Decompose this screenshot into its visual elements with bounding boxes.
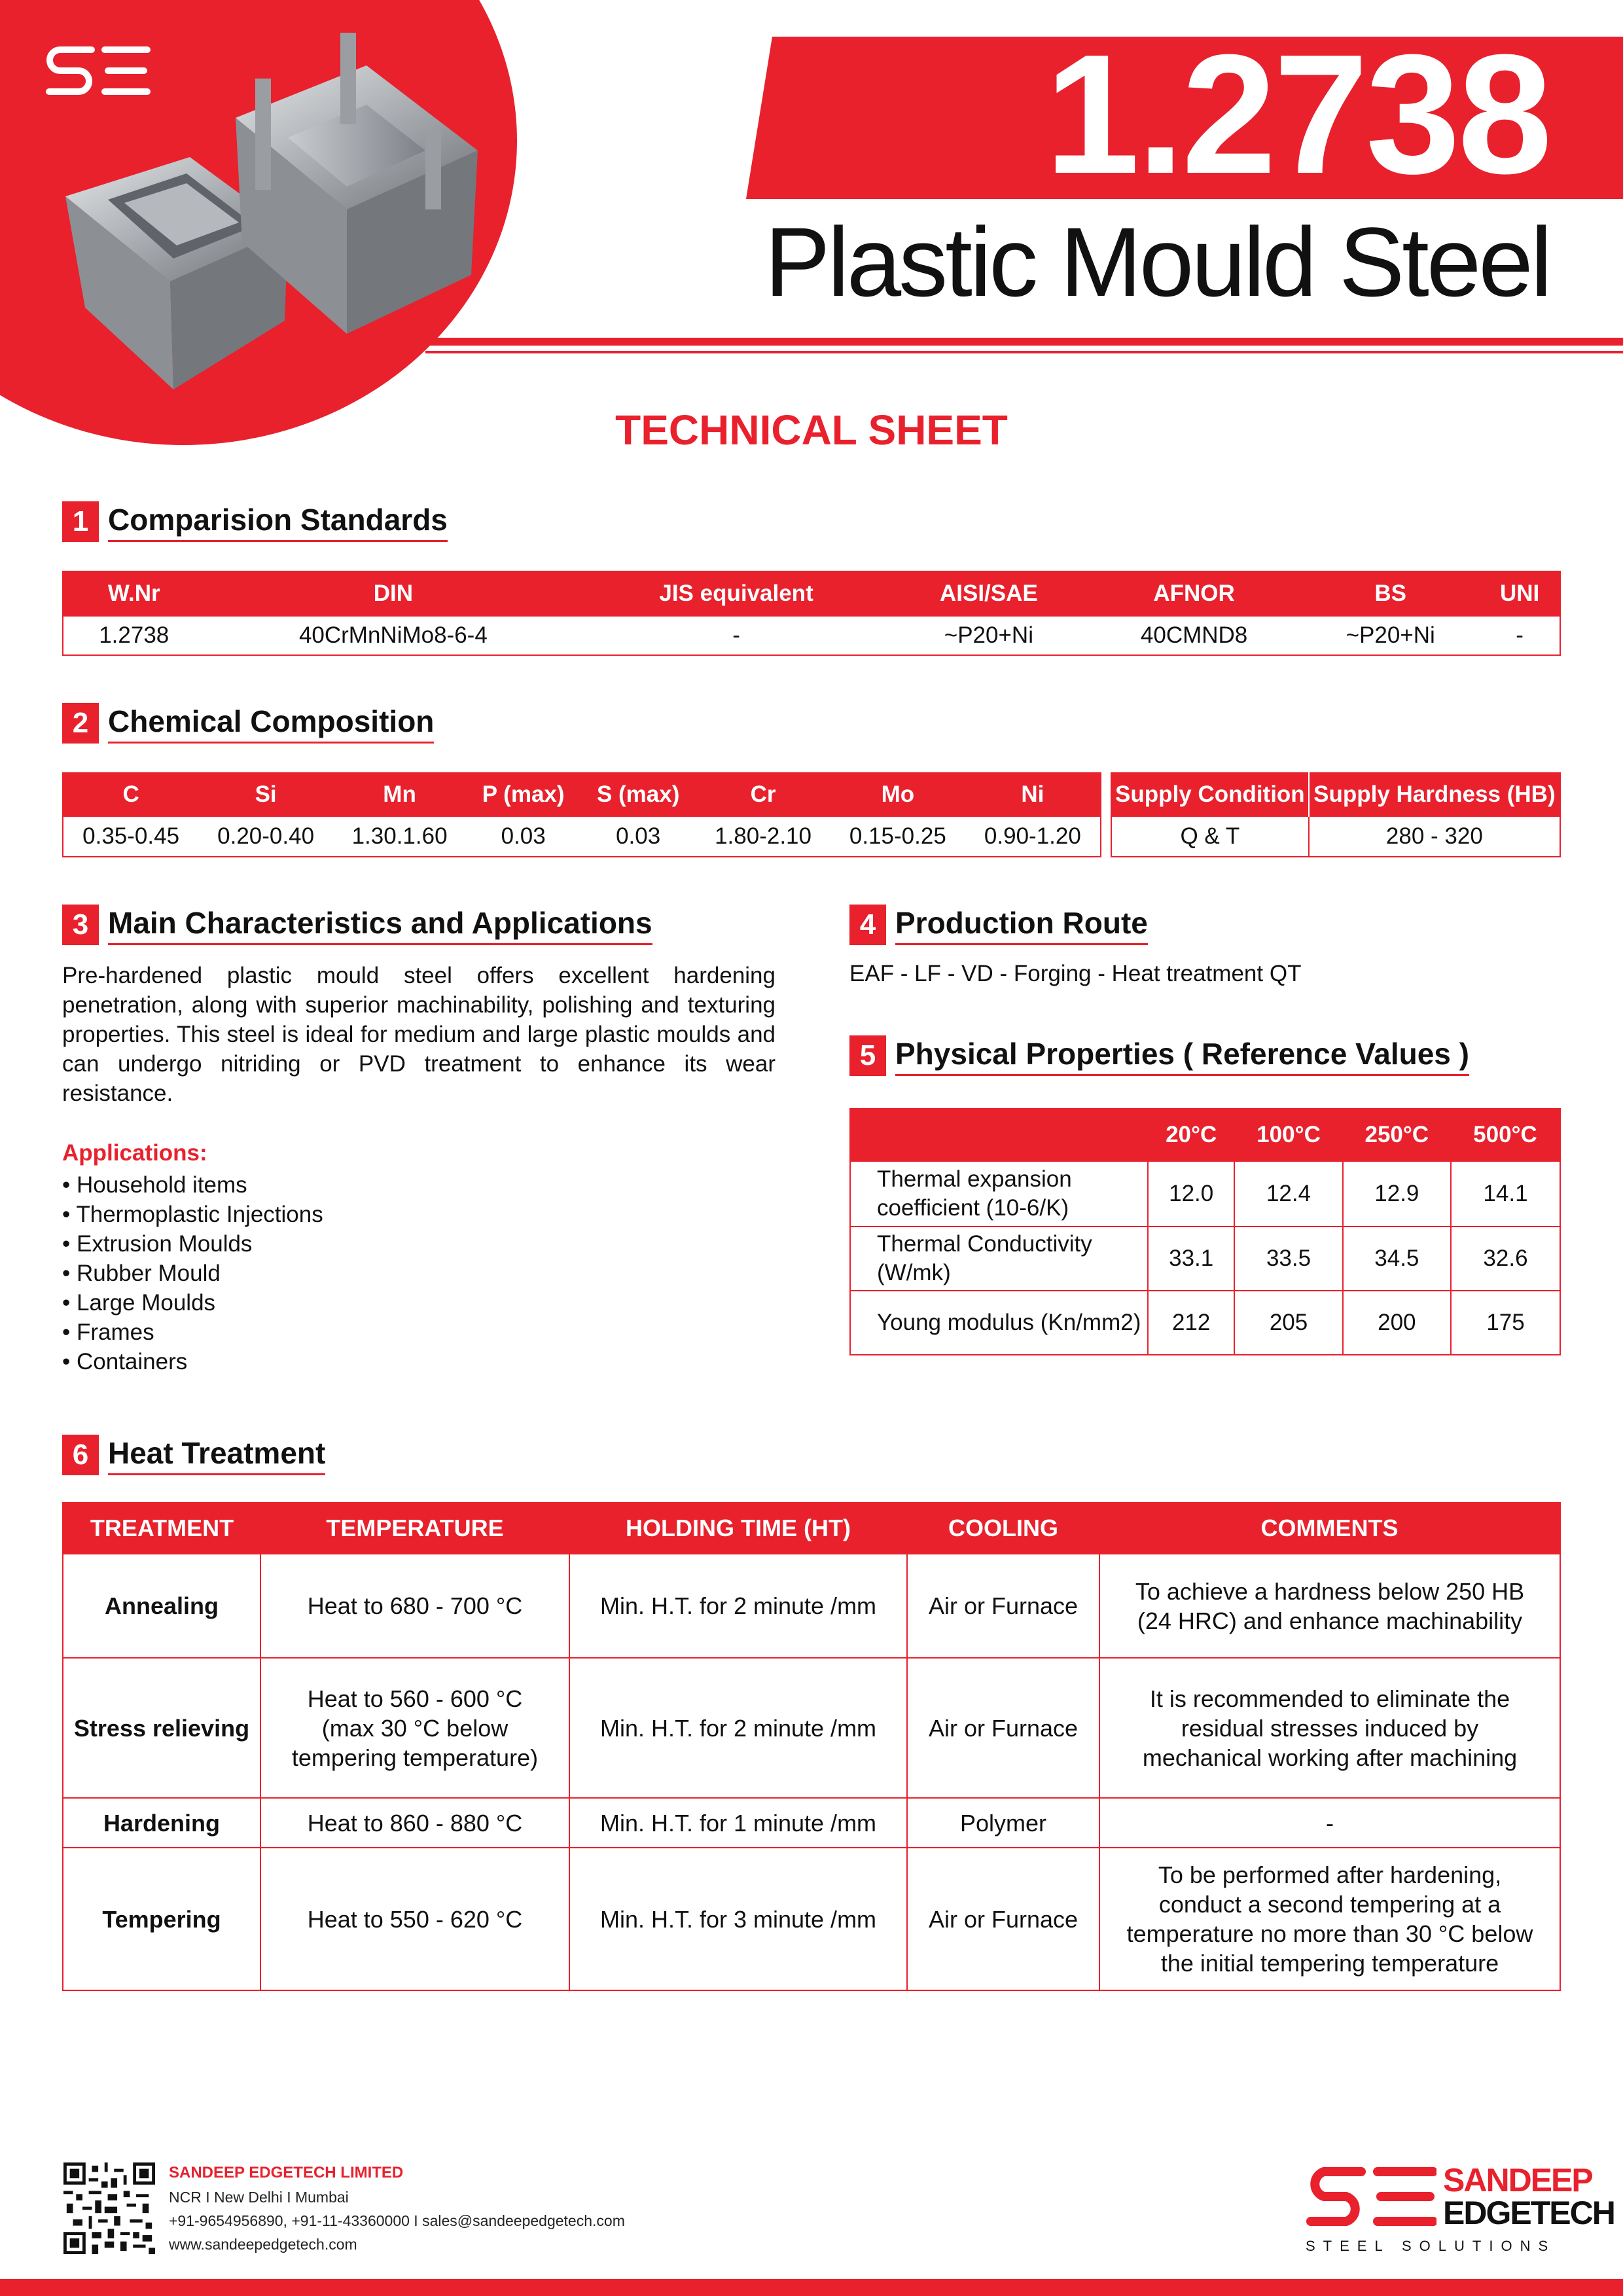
row-label: Young modulus (Kn/mm2) (850, 1291, 1148, 1355)
header-rule-thin (425, 351, 1623, 353)
chemical-table (62, 772, 1101, 857)
table-cell: 33.5 (1234, 1227, 1342, 1291)
table-cell: 0.35-0.45 (63, 816, 198, 857)
table-cell: 34.5 (1343, 1227, 1451, 1291)
table-cell: 1.2738 (63, 616, 205, 655)
sheet-title: TECHNICAL SHEET (615, 406, 1008, 454)
table-cell: Heat to 860 - 880 °C (260, 1798, 569, 1848)
table-cell: To achieve a hardness below 250 HB (24 HRC) and enhance machinability (1099, 1554, 1560, 1658)
table-row (850, 1227, 1560, 1291)
table-cell: 0.20-0.40 (198, 816, 333, 857)
col-header: Supply Hardness (HB) (1309, 773, 1560, 816)
col-header: AISI/SAE (891, 571, 1087, 616)
footer-website-link[interactable]: www.sandeepedgetech.com (169, 2236, 357, 2253)
qr-code-icon (63, 2162, 155, 2254)
section-6-heading (62, 1435, 325, 1475)
table-header-row (850, 1109, 1560, 1161)
standards-table (62, 571, 1561, 656)
table-cell: Min. H.T. for 3 minute /mm (569, 1848, 907, 1990)
table-cell: 40CMND8 (1087, 616, 1301, 655)
section-number: 5 (849, 1035, 886, 1076)
col-header: 100°C (1234, 1109, 1342, 1161)
section-number: 1 (62, 501, 99, 542)
col-header: Ni (965, 773, 1101, 816)
col-header: Si (198, 773, 333, 816)
table-cell: Q & T (1111, 816, 1309, 857)
col-header: BS (1301, 571, 1480, 616)
col-header: COMMENTS (1099, 1503, 1560, 1554)
col-header: HOLDING TIME (HT) (569, 1503, 907, 1554)
section-5-heading (849, 1035, 1469, 1076)
table-cell: 12.9 (1343, 1161, 1451, 1227)
section-number: 6 (62, 1435, 99, 1475)
col-header: Supply Condition (1111, 773, 1309, 816)
supply-table (1111, 772, 1561, 857)
applications-list (62, 1170, 323, 1376)
table-cell: 175 (1451, 1291, 1560, 1355)
treatment-name: Stress relieving (63, 1658, 260, 1798)
list-item: • Thermoplastic Injections (62, 1200, 323, 1229)
col-header: TEMPERATURE (260, 1503, 569, 1554)
col-header: Mn (333, 773, 466, 816)
col-header: JIS equivalent (582, 571, 891, 616)
table-cell: 1.80-2.10 (696, 816, 830, 857)
list-item: • Rubber Mould (62, 1259, 323, 1288)
footer-cities: NCR I New Delhi I Mumbai (169, 2189, 349, 2206)
section-title: Comparision Standards (108, 502, 448, 542)
col-header: UNI (1480, 571, 1560, 616)
table-cell: ~P20+Ni (1301, 616, 1480, 655)
section-2-heading (62, 703, 434, 744)
brand-tagline: STEEL SOLUTIONS (1306, 2238, 1556, 2254)
table-cell: 280 - 320 (1309, 816, 1560, 857)
col-header: 500°C (1451, 1109, 1560, 1161)
col-header: TREATMENT (63, 1503, 260, 1554)
col-header: Cr (696, 773, 830, 816)
list-item: • Containers (62, 1347, 323, 1376)
table-row (63, 1554, 1560, 1658)
table-cell: 32.6 (1451, 1227, 1560, 1291)
table-cell: It is recommended to eliminate the residual stresses induced by mechanical working after machining (1099, 1658, 1560, 1798)
row-label: Thermal expansion coefficient (10-6/K) (850, 1161, 1148, 1227)
table-cell: Air or Furnace (907, 1554, 1099, 1658)
treatment-name: Hardening (63, 1798, 260, 1848)
table-cell: - (1480, 616, 1560, 655)
treatment-name: Annealing (63, 1554, 260, 1658)
section-title: Main Characteristics and Applications (108, 905, 652, 945)
table-cell: 0.90-1.20 (965, 816, 1101, 857)
table-row (63, 1798, 1560, 1848)
table-cell: 0.03 (466, 816, 580, 857)
list-item: • Large Moulds (62, 1288, 323, 1318)
table-cell: Air or Furnace (907, 1848, 1099, 1990)
table-cell: 14.1 (1451, 1161, 1560, 1227)
table-cell: Air or Furnace (907, 1658, 1099, 1798)
section-number: 4 (849, 905, 886, 945)
row-label: Thermal Conductivity (W/mk) (850, 1227, 1148, 1291)
table-header-row (1111, 773, 1560, 816)
brand-logo-icon (1306, 2164, 1436, 2229)
footer-bar (0, 2279, 1623, 2296)
section-title: Chemical Composition (108, 704, 434, 744)
section-1-heading (62, 501, 448, 542)
table-row (1111, 816, 1560, 857)
table-cell: Min. H.T. for 1 minute /mm (569, 1798, 907, 1848)
col-header: P (max) (466, 773, 580, 816)
section-4-heading (849, 905, 1148, 945)
table-cell: Min. H.T. for 2 minute /mm (569, 1554, 907, 1658)
col-header: S (max) (580, 773, 696, 816)
list-item: • Extrusion Moulds (62, 1229, 323, 1259)
table-row (63, 816, 1101, 857)
section-title: Production Route (895, 905, 1148, 945)
characteristics-text: Pre-hardened plastic mould steel offers excellent hardening penetration, along with superior machinability, polishing and texturing properties. This steel is ideal for medium and large plastic moulds and can undergo nitriding or PVD treatment to enhance its wear resistance. (62, 963, 776, 1106)
list-item: • Household items (62, 1170, 323, 1200)
table-cell: - (1099, 1798, 1560, 1848)
section-3-heading (62, 905, 652, 945)
physical-properties-table (849, 1108, 1561, 1355)
section-number: 3 (62, 905, 99, 945)
col-header (850, 1109, 1148, 1161)
list-item: • Frames (62, 1318, 323, 1347)
grade-title: 1.2738 (1044, 20, 1550, 209)
table-row (63, 616, 1560, 655)
table-row (850, 1161, 1560, 1227)
col-header: DIN (205, 571, 582, 616)
table-cell: 1.30.1.60 (333, 816, 466, 857)
table-row (850, 1291, 1560, 1355)
table-cell: 33.1 (1148, 1227, 1234, 1291)
table-cell: Polymer (907, 1798, 1099, 1848)
table-row (63, 1658, 1560, 1798)
table-cell: To be performed after hardening, conduct a second tempering at a temperature no more than 30 °C below the initial tempering temperature (1099, 1848, 1560, 1990)
table-cell: Min. H.T. for 2 minute /mm (569, 1658, 907, 1798)
product-subtitle: Plastic Mould Steel (764, 207, 1550, 317)
brand-name-line2: EDGETECH (1443, 2195, 1614, 2231)
heat-treatment-table (62, 1502, 1561, 1991)
table-cell: - (582, 616, 891, 655)
treatment-name: Tempering (63, 1848, 260, 1990)
col-header: C (63, 773, 198, 816)
table-cell: 0.15-0.25 (830, 816, 965, 857)
table-header-row (63, 1503, 1560, 1554)
col-header: Mo (830, 773, 965, 816)
table-row (63, 1848, 1560, 1990)
col-header: W.Nr (63, 571, 205, 616)
col-header: COOLING (907, 1503, 1099, 1554)
section-title: Physical Properties ( Reference Values ) (895, 1036, 1469, 1076)
table-cell: Heat to 560 - 600 °C (max 30 °C below tempering temperature) (260, 1658, 569, 1798)
table-cell: ~P20+Ni (891, 616, 1087, 655)
brand-name-line1: SANDEEP (1443, 2162, 1592, 2198)
applications-label: Applications: (62, 1140, 207, 1166)
table-header-row (63, 571, 1560, 616)
table-cell: Heat to 550 - 620 °C (260, 1848, 569, 1990)
col-header: 250°C (1343, 1109, 1451, 1161)
table-cell: 12.0 (1148, 1161, 1234, 1227)
table-cell: 0.03 (580, 816, 696, 857)
footer-company-name: SANDEEP EDGETECH LIMITED (169, 2164, 404, 2181)
table-cell: 12.4 (1234, 1161, 1342, 1227)
table-header-row (63, 773, 1101, 816)
table-cell: 200 (1343, 1291, 1451, 1355)
section-number: 2 (62, 703, 99, 744)
col-header: 20°C (1148, 1109, 1234, 1161)
header-rule (425, 338, 1623, 346)
footer-contact[interactable]: +91-9654956890, +91-11-43360000 I sales@sandeepedgetech.com (169, 2212, 625, 2229)
table-cell: 212 (1148, 1291, 1234, 1355)
section-title: Heat Treatment (108, 1435, 325, 1475)
col-header: AFNOR (1087, 571, 1301, 616)
table-cell: Heat to 680 - 700 °C (260, 1554, 569, 1658)
table-cell: 40CrMnNiMo8-6-4 (205, 616, 582, 655)
production-route-text: EAF - LF - VD - Forging - Heat treatment QT (849, 961, 1302, 986)
table-cell: 205 (1234, 1291, 1342, 1355)
